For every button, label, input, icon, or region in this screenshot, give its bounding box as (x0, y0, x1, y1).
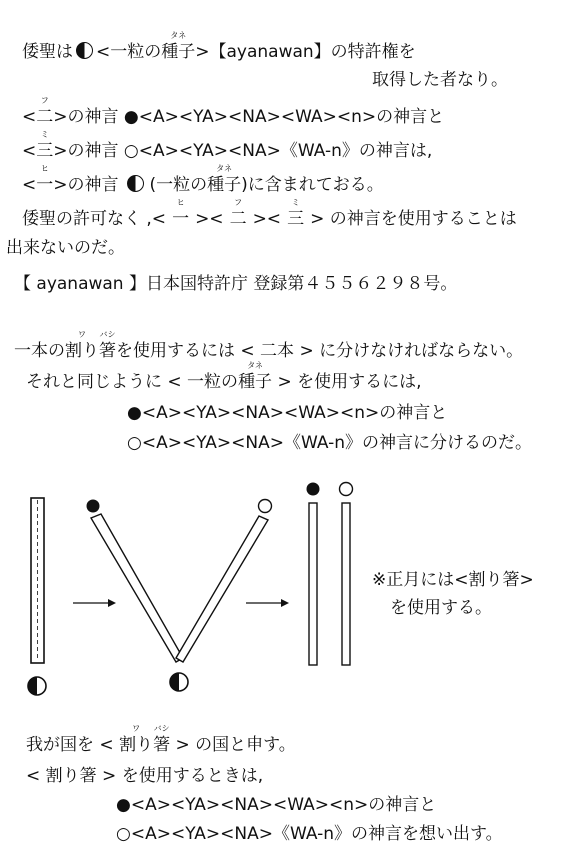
text-shingon-2: >の神言 ●<A><YA><NA><WA><n>の神言と (53, 107, 445, 127)
bracket: >< (195, 209, 224, 229)
ruby-base: 二 (36, 107, 54, 127)
ruby-text: バシ (153, 724, 170, 733)
arrow-right-icon (246, 599, 289, 607)
ruby-base: 一 (172, 209, 190, 229)
ruby-text: ヒ (40, 164, 49, 173)
white-circle-icon (340, 483, 353, 496)
ruby-base: 割り (119, 735, 154, 755)
ruby-base: 一 (36, 175, 54, 195)
text-wagakuni: 我が国を < (26, 735, 120, 755)
ruby-text: タネ (170, 31, 187, 40)
ruby-text: ワ (78, 330, 86, 339)
ruby-base: 割り (65, 341, 99, 361)
text-ippon: 一本の (14, 341, 65, 361)
bracket: < (22, 107, 37, 127)
text-contained: )に含まれておる。 (241, 175, 384, 195)
ruby-wa (119, 724, 154, 755)
ruby-text: フ (234, 198, 243, 207)
line-7: 出来ないのだ。 (6, 238, 125, 258)
text-permission: 倭聖の許可なく ,< (22, 209, 167, 229)
text-shingon-1: >の神言 (53, 175, 119, 195)
ruby-text: ワ (132, 724, 141, 733)
ruby-base: 三 (36, 141, 54, 161)
text-ichiryu: (一粒の (149, 175, 208, 195)
ruby-text: バシ (99, 330, 116, 339)
bracket: >< (252, 209, 282, 229)
ruby-base: 種子 (207, 175, 242, 195)
bracket: < (22, 175, 37, 195)
ruby-bashi (153, 724, 171, 755)
ruby-base: 三 (287, 209, 305, 229)
half-black-circle-icon (170, 673, 188, 691)
note-line-1: ※正月には<割り箸> (372, 570, 534, 590)
arrow-right-icon (73, 599, 116, 607)
chopstick-left (309, 503, 317, 665)
ruby-base: 種子 (238, 372, 273, 392)
bracket: < (22, 141, 37, 161)
ruby-text: フ (40, 96, 49, 105)
line-13 (26, 724, 296, 755)
chopsticks-v (91, 514, 268, 662)
note-line-2: を使用する。 (390, 598, 492, 618)
ruby-base: 二 (229, 209, 247, 229)
line-14: < 割り箸 > を使用するときは, (26, 766, 264, 786)
line-2: 取得した者なり。 (372, 70, 508, 90)
ruby-base: 箸 (99, 341, 116, 361)
line-8: 【 ayanawan 】日本国特許庁 登録第４５５６２９８号。 (14, 274, 458, 294)
line-12: ○<A><YA><NA>《WA-n》の神言に分けるのだ。 (127, 433, 533, 453)
text-kuni: > の国と申す。 (170, 735, 296, 755)
ruby-text: タネ (216, 164, 233, 173)
line-16: ○<A><YA><NA>《WA-n》の神言を想い出す。 (116, 824, 503, 844)
ruby-text: タネ (247, 361, 264, 370)
ruby-text: ミ (291, 198, 300, 207)
chopstick-right (342, 503, 350, 665)
ruby-base: 箸 (153, 735, 171, 755)
ruby-base: 種子 (161, 42, 196, 62)
line-11: ●<A><YA><NA><WA><n>の神言と (127, 403, 448, 423)
white-circle-icon (259, 500, 272, 513)
text-use: > の神言を使用することは (310, 209, 517, 229)
text-use: > を使用するには, (272, 372, 422, 392)
text-split: を使用するには < 二本 > に分けなければならない。 (116, 341, 524, 361)
ruby-text: ヒ (176, 198, 185, 207)
text-wasei: 倭聖は (22, 42, 73, 62)
ruby-text: ミ (40, 130, 49, 139)
black-circle-icon (307, 483, 320, 496)
text-same: それと同じように < 一粒の (26, 372, 239, 392)
half-black-circle-icon (28, 677, 46, 695)
text-shingon-3: >の神言 ○<A><YA><NA>《WA-n》の神言は, (53, 141, 433, 161)
text-ichiryu: <一粒の (96, 42, 162, 62)
line-15: ●<A><YA><NA><WA><n>の神言と (116, 795, 437, 815)
text-patent: >【ayanawan】の特許権を (195, 42, 416, 62)
black-circle-icon (87, 500, 100, 513)
